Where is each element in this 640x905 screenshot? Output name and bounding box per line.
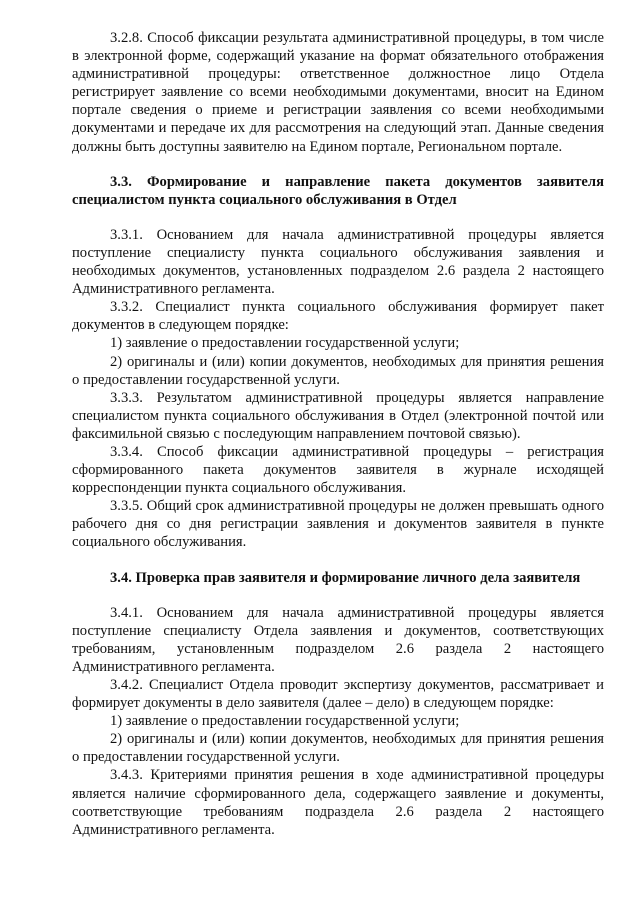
paragraph-3-4-3: 3.4.3. Критериями принятия решения в ходе административной процедуры является наличие сформированного дела, содержащего заявление и документы, соответствующие требованиям подраздела 2.6 раздела 2 настоящего Административного регламента. <box>72 767 604 838</box>
spacer <box>72 552 604 569</box>
paragraph-3-4-1: 3.4.1. Основанием для начала административной процедуры является поступление специалисту Отдела заявления и документов, соответствующих требованиям, установленным подразделом 2.6 раздела 2 настоящего Административного регламента. <box>72 604 604 675</box>
section-3-4-body <box>72 604 604 839</box>
paragraph-3-3-3: 3.3.3. Результатом административной процедуры является направление специалистом пункта социального обслуживания в Отдел (электронной почтой или факсимильной связью с последующим направлением почтовой связью). <box>72 389 604 442</box>
paragraph-3-3-1: 3.3.1. Основанием для начала административной процедуры является поступление специалисту пункта социального обслуживания заявления и необходимых документов, установленных подразделом 2.6 раздела 2 настоящего Административного регламента. <box>72 226 604 298</box>
list-item-3-3-2-1: 1) заявление о предоставлении государственной услуги; <box>110 335 460 352</box>
spacer <box>72 209 604 226</box>
paragraph-3-2-8: 3.2.8. Способ фиксации результата административной процедуры, в том числе в электронной форме, содержащий указание на формат обязательного отображения административной процедуры: ответственное должностное лицо Отдела регистрирует заявление со всеми необходимыми документами, вносит на Едином портале сведения о приеме и регистрации заявления со всеми необходимыми документами и передаче их для рассмотрения на следующий этап. Данные сведения должны быть доступны заявителю на Едином портале, Региональном портале. <box>72 30 604 155</box>
spacer <box>72 587 604 604</box>
section-heading-3-3: 3.3. Формирование и направление пакета документов заявителя специалистом пункта социального обслуживания в Отдел <box>72 173 604 208</box>
paragraph-3-3-4: 3.3.4. Способ фиксации административной процедуры – регистрация сформированного пакета документов заявителя в журнале исходящей корреспонденции пункта социального обслуживания. <box>72 443 604 497</box>
spacer <box>72 156 604 173</box>
section-3-3-body <box>72 226 604 552</box>
list-item-3-4-2-2: 2) оригиналы и (или) копии документов, необходимых для принятия решения о предоставлении государственной услуги. <box>72 731 604 766</box>
section-heading-3-4: 3.4. Проверка прав заявителя и формирование личного дела заявителя <box>110 569 581 586</box>
paragraph-3-3-5: 3.3.5. Общий срок административной процедуры не должен превышать одного рабочего дня со дня регистрации заявления и документов заявителя в пункте социального обслуживания. <box>72 498 604 551</box>
paragraph-3-3-2: 3.3.2. Специалист пункта социального обслуживания формирует пакет документов в следующем порядке: <box>72 299 604 334</box>
paragraph-3-4-2: 3.4.2. Специалист Отдела проводит экспертизу документов, рассматривает и формирует документы в дело заявителя (далее – дело) в следующем порядке: <box>72 677 604 712</box>
list-item-3-4-2-1: 1) заявление о предоставлении государственной услуги; <box>110 713 460 730</box>
document-page <box>72 29 604 839</box>
list-item-3-3-2-2: 2) оригиналы и (или) копии документов, необходимых для принятия решения о предоставлении государственной услуги. <box>72 353 604 388</box>
